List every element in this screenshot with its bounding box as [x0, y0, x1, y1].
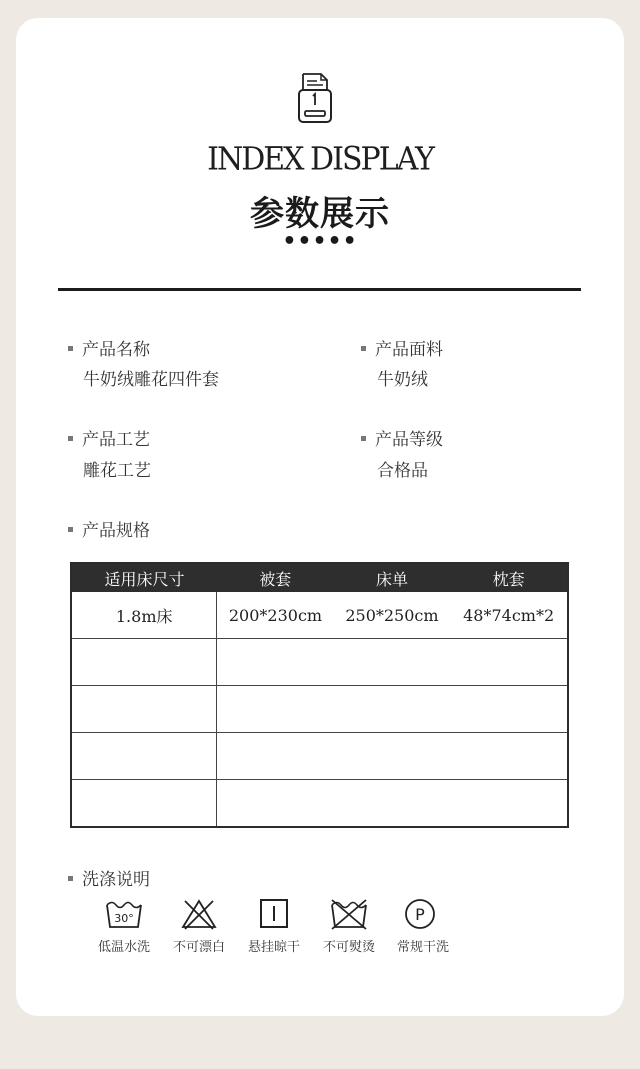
- decorative-dots: •••••: [282, 229, 358, 254]
- table-cell: 1.8m床: [71, 592, 217, 639]
- table-cell: 48*74cm*2: [450, 592, 568, 639]
- hang-dry-icon: [254, 897, 294, 931]
- table-cell: [217, 686, 334, 733]
- dry-clean-p-icon: [400, 897, 440, 931]
- table-row: [71, 733, 568, 780]
- table-cell: [450, 686, 568, 733]
- table-cell: [217, 639, 334, 686]
- title-english: INDEX DISPLAY: [207, 141, 433, 178]
- column-header: 床单: [334, 563, 451, 592]
- product-grade-label: 产品等级: [361, 429, 443, 451]
- bullet-icon: [68, 876, 73, 881]
- table-row: [71, 780, 568, 828]
- product-fabric-value: 牛奶绒: [377, 370, 428, 390]
- product-grade-value: 合格品: [377, 461, 428, 481]
- bullet-icon: [361, 346, 366, 351]
- table-cell: [217, 733, 334, 780]
- product-craft-value: 雕花工艺: [83, 461, 151, 481]
- table-cell: [334, 686, 451, 733]
- wash-label-no-iron: 不可熨烫: [322, 940, 375, 955]
- table-cell: [450, 780, 568, 828]
- table-header-row: [71, 563, 568, 592]
- product-spec-label: 产品规格: [68, 520, 150, 542]
- column-header: 适用床尺寸: [71, 563, 217, 592]
- washing-label: 洗涤说明: [68, 869, 150, 891]
- table-cell: [71, 686, 217, 733]
- column-header: 被套: [217, 563, 334, 592]
- wash-label-low-temp: 低温水洗: [97, 940, 150, 955]
- table-cell: [71, 733, 217, 780]
- product-craft-label: 产品工艺: [68, 429, 150, 451]
- bullet-icon: [68, 346, 73, 351]
- product-fabric-label: 产品面料: [361, 339, 443, 361]
- dry-clean-letter: P: [415, 905, 425, 924]
- bullet-icon: [68, 527, 73, 532]
- table-cell: [217, 780, 334, 828]
- wash-temperature-text: 30°: [114, 912, 134, 925]
- table-cell: [334, 780, 451, 828]
- table-cell: [71, 639, 217, 686]
- table-row: [71, 592, 568, 639]
- wash-30-icon: [104, 897, 144, 931]
- table-cell: 250*250cm: [334, 592, 451, 639]
- wash-label-hang-dry: 悬挂晾干: [247, 940, 300, 955]
- wash-label-dry-clean: 常规干洗: [396, 940, 449, 955]
- no-bleach-icon: [179, 897, 219, 931]
- table-row: [71, 639, 568, 686]
- table-cell: 200*230cm: [217, 592, 334, 639]
- column-header: 枕套: [450, 563, 568, 592]
- spec-table: [70, 562, 569, 828]
- table-cell: [450, 733, 568, 780]
- document-icon: [297, 72, 333, 124]
- table-cell: [71, 780, 217, 828]
- no-iron-icon: [329, 897, 369, 931]
- table-cell: [450, 639, 568, 686]
- divider-line: [58, 288, 581, 291]
- table-cell: [334, 733, 451, 780]
- table-row: [71, 686, 568, 733]
- wash-label-no-bleach: 不可漂白: [172, 940, 225, 955]
- product-name-value: 牛奶绒雕花四件套: [83, 370, 219, 390]
- bullet-icon: [68, 436, 73, 441]
- bullet-icon: [361, 436, 366, 441]
- title-chinese: 参数展示: [250, 194, 390, 234]
- table-cell: [334, 639, 451, 686]
- product-name-label: 产品名称: [68, 339, 150, 361]
